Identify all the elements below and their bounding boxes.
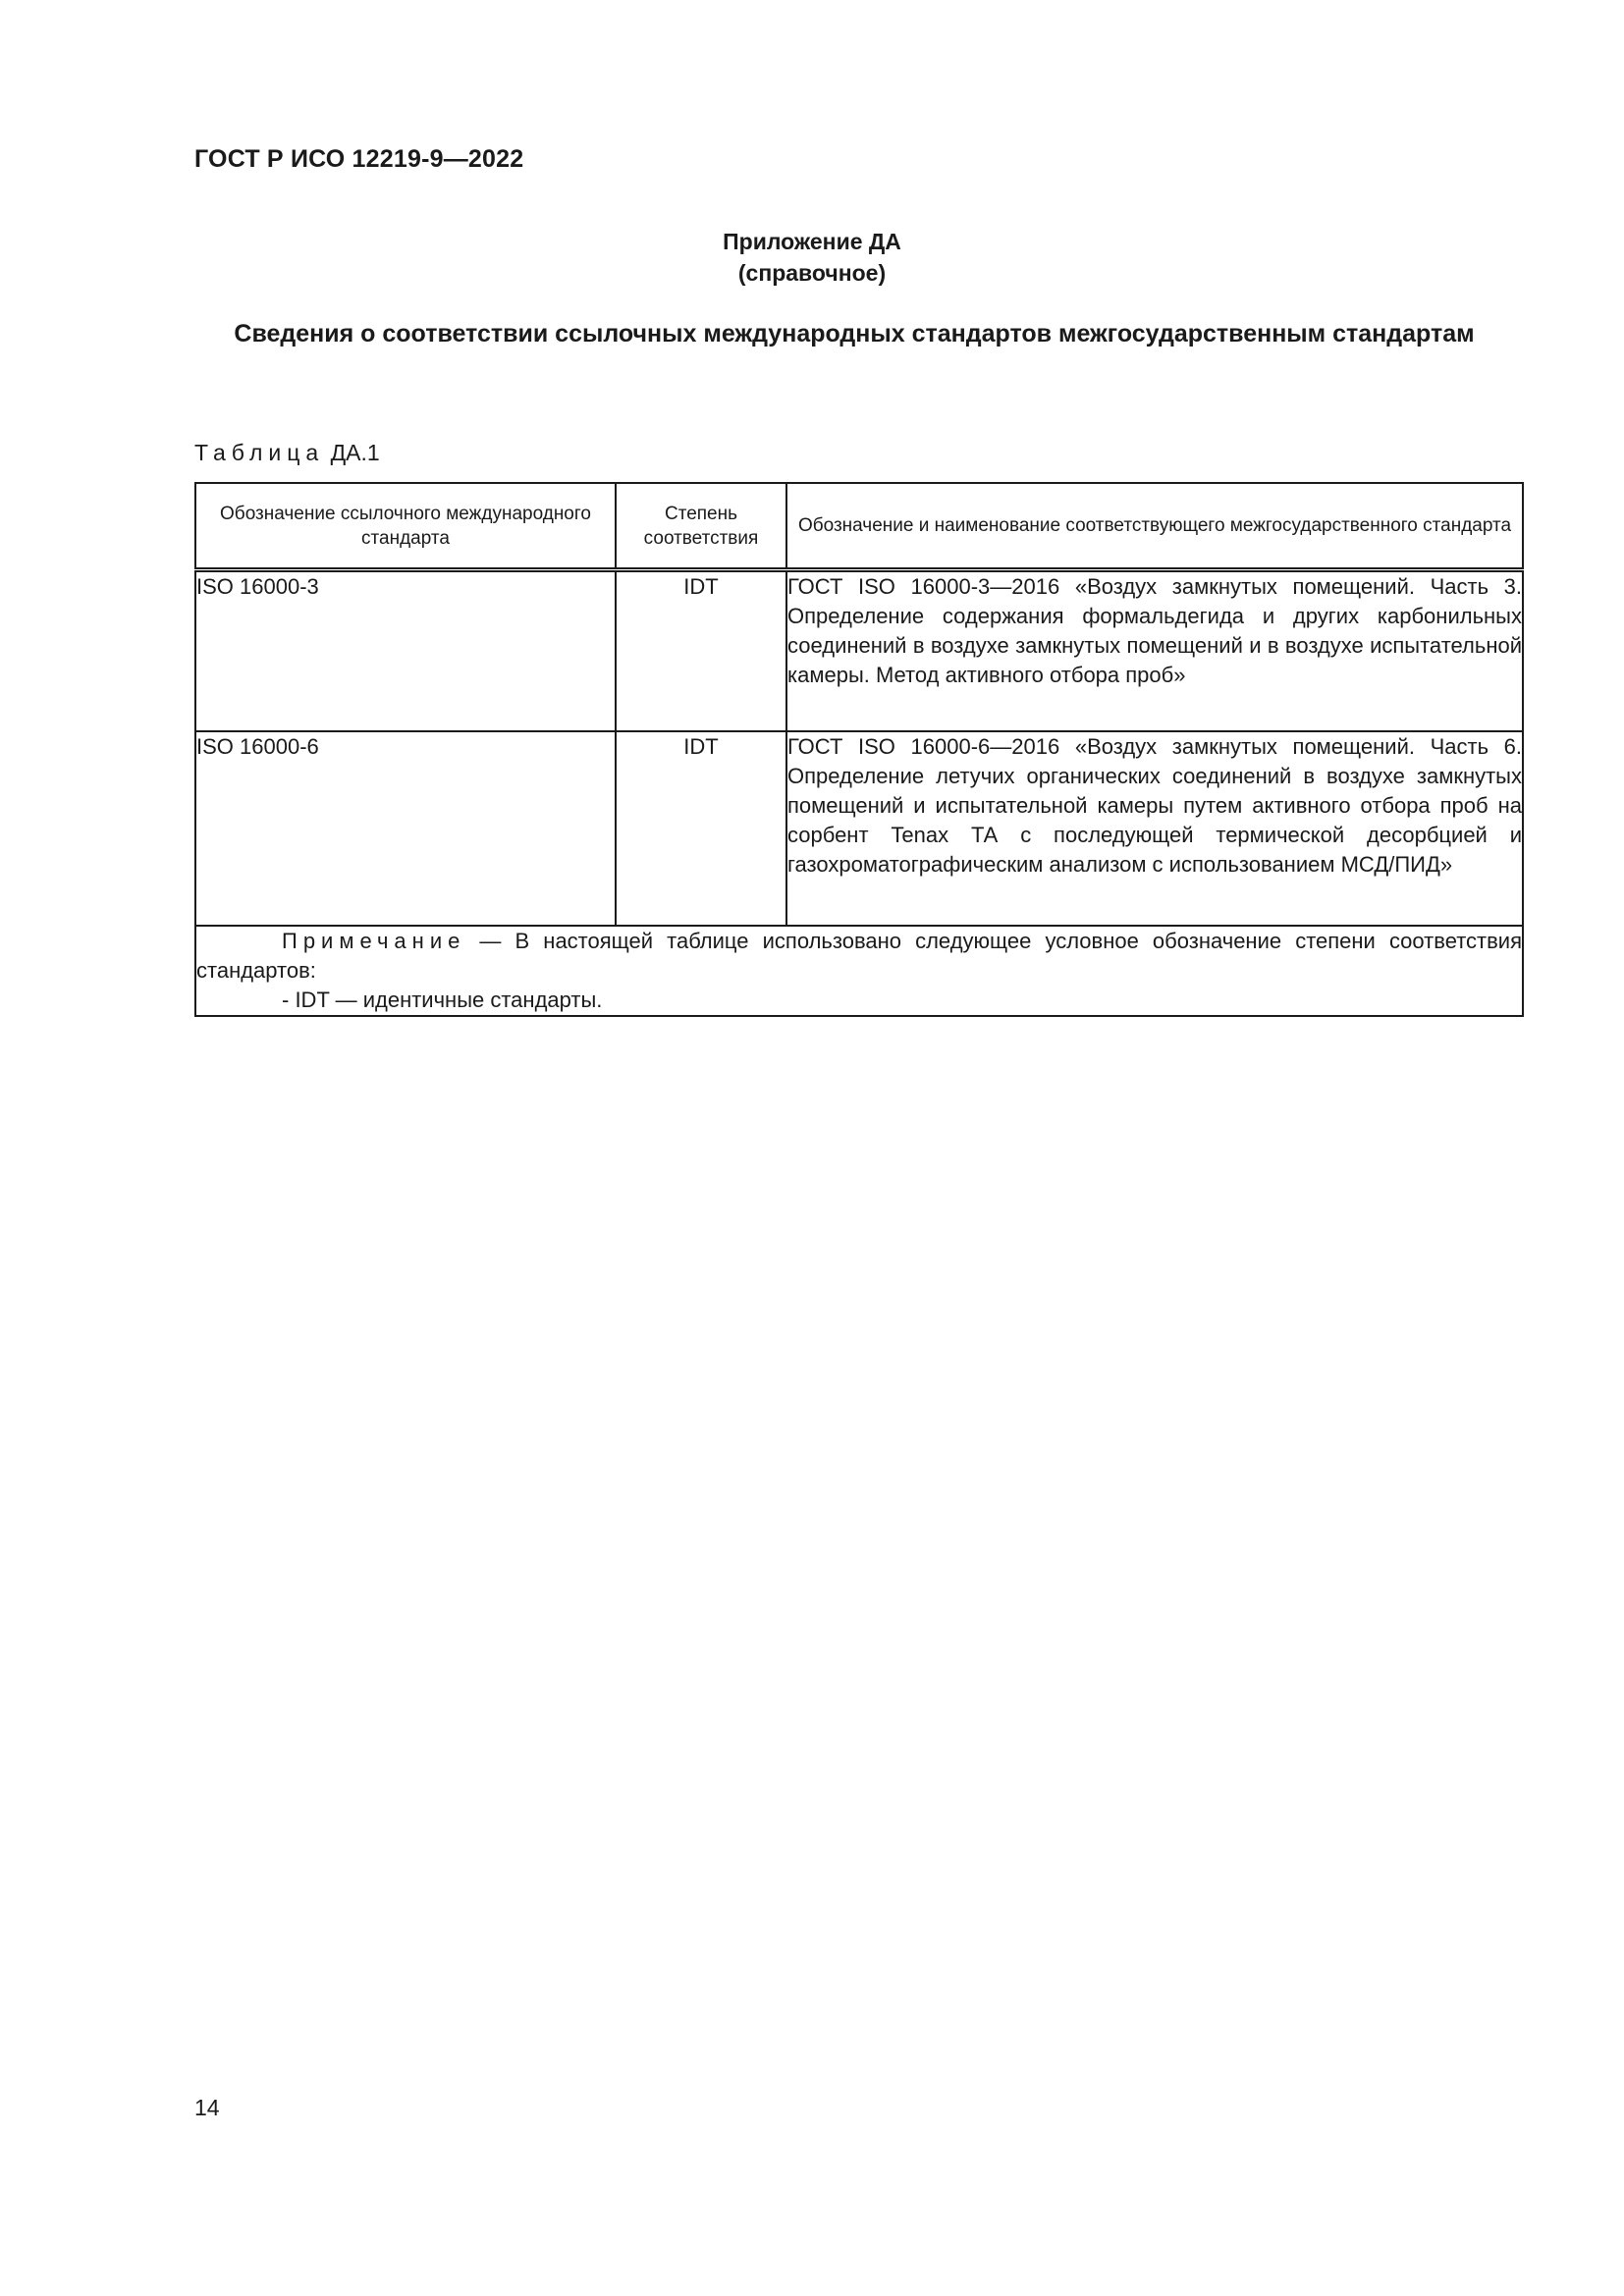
note-text: — В настоящей таблице использовано следующее условное обозначение степени соответствия стандартов: [196, 928, 1522, 983]
section-heading: Сведения о соответствии ссылочных международных стандартов межгосударственным стандартам [234, 320, 1475, 347]
column-header: Обозначение ссылочного международного стандарта [195, 483, 616, 570]
table-header-row [195, 483, 1523, 570]
appendix-block [0, 226, 1624, 289]
table-row [195, 570, 1523, 731]
table-note-row [195, 926, 1523, 1016]
degree-cell: IDT [616, 570, 786, 731]
interstate-standard-cell: ГОСТ ISO 16000-3—2016 «Воздух замкнутых помещений. Часть 3. Определение содержания формальдегида и других карбонильных соединений в воздухе замкнутых помещений и в воздухе испытательной камеры. Метод активного отбора проб» [786, 570, 1523, 731]
international-standard-cell: ISO 16000-6 [195, 731, 616, 926]
degree-cell: IDT [616, 731, 786, 926]
table-row [195, 731, 1523, 926]
page-number: 14 [194, 2095, 220, 2120]
correspondence-table [194, 482, 1524, 1017]
note-item: - IDT — идентичные стандарты. [282, 987, 603, 1012]
column-header: Обозначение и наименование соответствующего межгосударственного стандарта [786, 483, 1523, 570]
international-standard-cell: ISO 16000-3 [195, 570, 616, 731]
table-caption-word: Таблица [194, 440, 325, 465]
appendix-title: Приложение ДА [723, 229, 901, 254]
interstate-standard-cell: ГОСТ ISO 16000-6—2016 «Воздух замкнутых помещений. Часть 6. Определение летучих органических соединений в воздухе замкнутых помещений и испытательной камеры путем активного отбора проб на сорбент Tenax ТА с последующей термической десорбцией и газохроматографическим анализом с использованием МСД/ПИД» [786, 731, 1523, 926]
document-code: ГОСТ Р ИСО 12219-9—2022 [194, 145, 524, 173]
table-caption [194, 440, 380, 466]
table-note [195, 926, 1523, 1016]
column-header: Степень соответствия [616, 483, 786, 570]
appendix-subtitle: (справочное) [737, 260, 887, 286]
table-caption-id: ДА.1 [330, 440, 380, 465]
note-label: Примечание [282, 928, 466, 953]
